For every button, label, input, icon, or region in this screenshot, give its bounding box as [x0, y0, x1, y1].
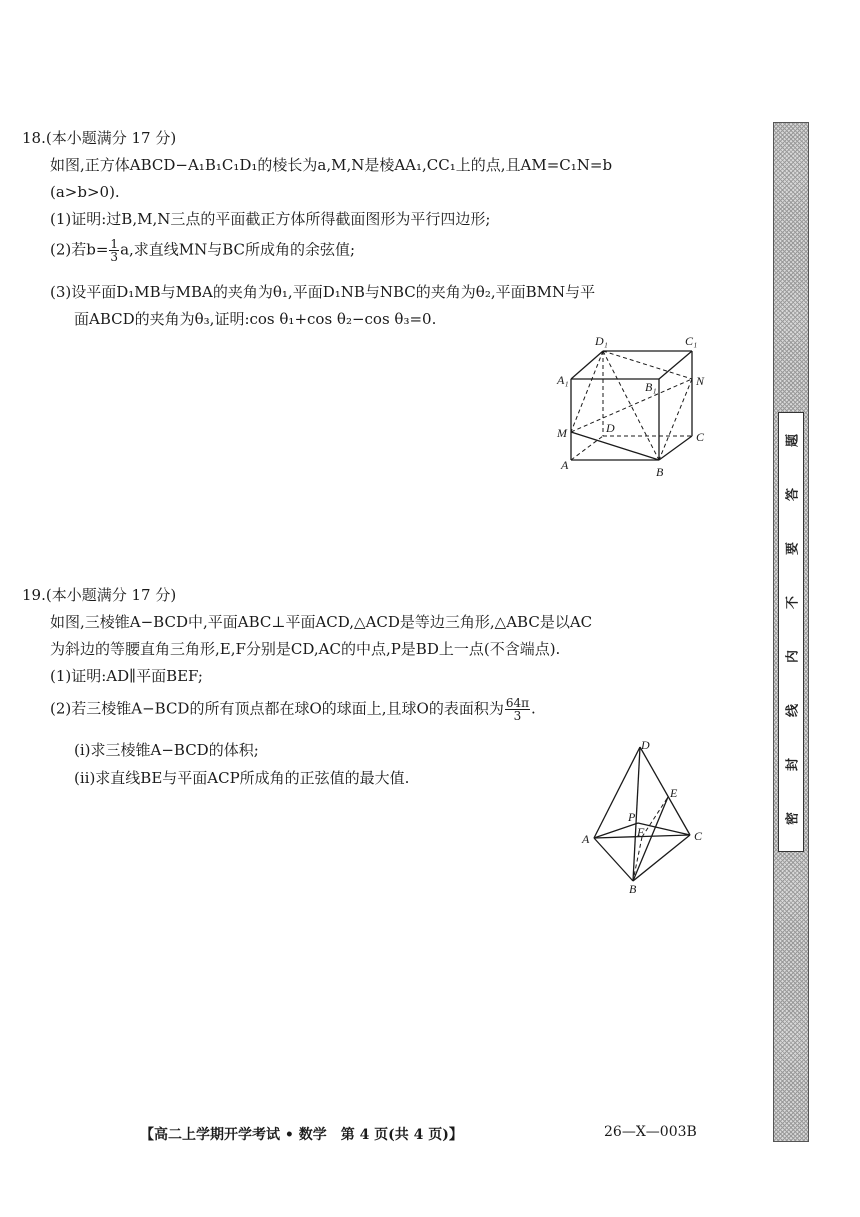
q18-part2 — [50, 238, 355, 263]
q18-intro-line2: (a>b>0). — [50, 183, 120, 201]
q19-label-e: E — [670, 786, 678, 800]
q18-label-m: M — [557, 426, 567, 440]
q19-part2-numerator: 64π — [505, 696, 529, 710]
seal-char-7: 答 — [785, 488, 801, 502]
page-footer-title — [140, 1124, 463, 1144]
q19-label-b: B — [629, 882, 637, 893]
seal-warning-box — [778, 412, 804, 852]
q18-part1: (1)证明:过B,M,N三点的平面截正方体所得截面图形为平行四边形; — [50, 210, 491, 228]
q19-intro-line2: 为斜边的等腰直角三角形,E,F分别是CD,AC的中点,P是BD上一点(不含端点). — [50, 640, 561, 658]
seal-char-4: 内 — [785, 650, 801, 664]
q19-part2-prefix: (2)若三棱锥A−BCD的所有顶点都在球O的球面上,且球O的表面积为 — [50, 699, 504, 718]
q18-part2-suffix: a,求直线MN与BC所成角的余弦值; — [120, 240, 356, 259]
q18-header: 18.(本小题满分 17 分) — [22, 129, 177, 147]
q19-label-p: P — [628, 810, 636, 824]
q18-part3-line2: 面ABCD的夹角为θ₃,证明:cos θ₁+cos θ₂−cos θ₃=0. — [74, 310, 437, 328]
seal-char-3: 线 — [785, 704, 801, 718]
q19-part2 — [50, 697, 536, 722]
q19-intro-line1: 如图,三棱锥A−BCD中,平面ABC⊥平面ACD,△ACD是等边三角形,△ABC是以AC — [50, 613, 593, 631]
seal-char-8: 题 — [785, 434, 801, 448]
q19-part2-suffix: . — [530, 699, 536, 718]
page-footer-code: 26—X—003B — [604, 1124, 697, 1140]
seal-char-6: 要 — [785, 542, 801, 556]
q19-part2-denominator: 3 — [513, 709, 522, 723]
q19-label-d: D — [641, 738, 650, 752]
q19-part1: (1)证明:AD∥平面BEF; — [50, 667, 203, 685]
q18-label-c: C — [696, 430, 705, 444]
q19-part2-fraction — [505, 697, 530, 722]
q18-part2-numerator: 1 — [110, 237, 119, 251]
q18-label-d: D — [606, 421, 615, 435]
q18-part2-fraction — [109, 238, 119, 263]
q18-label-d1: D₁ — [595, 334, 608, 348]
seal-char-1: 密 — [785, 812, 801, 826]
q18-intro-line1: 如图,正方体ABCD−A₁B₁C₁D₁的棱长为a,M,N是棱AA₁,CC₁上的点,且AM=C₁N=b — [50, 156, 613, 174]
seal-char-2: 封 — [785, 758, 801, 772]
q18-part3-line1: (3)设平面D₁MB与MBA的夹角为θ₁,平面D₁NB与NBC的夹角为θ₂,平面BMN与平 — [50, 283, 596, 301]
q18-label-a1: A₁ — [557, 373, 569, 387]
q19-pyramid-figure — [576, 733, 716, 893]
q18-part2-denominator: 3 — [110, 250, 119, 264]
q19-sub-i: (ⅰ)求三棱锥A−BCD的体积; — [74, 741, 259, 759]
q18-label-c1: C₁ — [685, 334, 698, 348]
footer-title-text: 【高二上学期开学考试 • 数学 第 4 页(共 4 页)】 — [140, 1127, 463, 1143]
q18-part2-prefix: (2)若b= — [50, 240, 109, 259]
q19-label-c: C — [694, 829, 703, 843]
q18-label-b1: B₁ — [645, 380, 657, 394]
q19-header: 19.(本小题满分 17 分) — [22, 586, 177, 604]
q18-label-a: A — [561, 458, 569, 472]
q18-label-n: N — [696, 374, 705, 388]
q18-label-b: B — [656, 465, 664, 479]
q19-label-a: A — [582, 832, 590, 846]
seal-char-5: 不 — [785, 596, 801, 610]
q19-label-f: F — [637, 825, 645, 839]
q18-cube-figure — [553, 333, 713, 483]
q19-sub-ii: (ⅱ)求直线BE与平面ACP所成角的正弦值的最大值. — [74, 769, 410, 787]
